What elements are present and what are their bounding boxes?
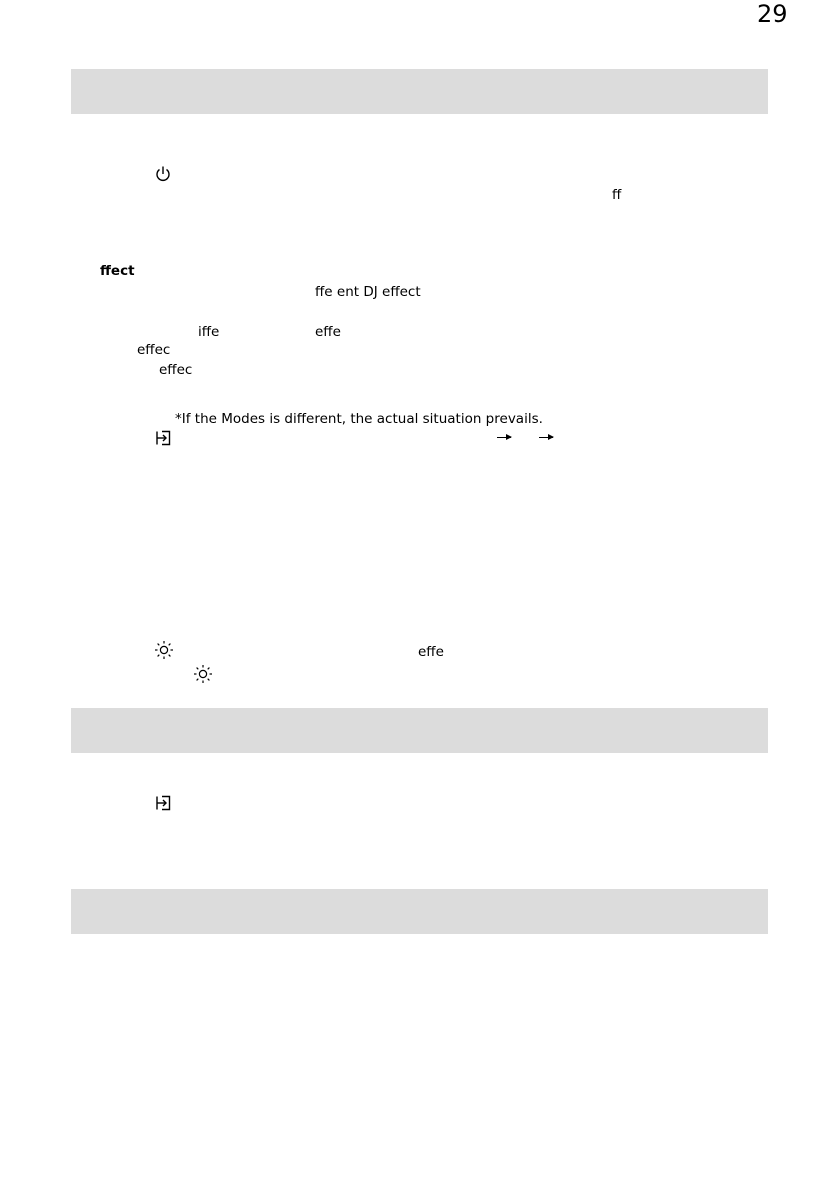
text-fragment: effe: [418, 644, 444, 660]
section-header-band: [71, 708, 768, 753]
page-number: 29: [757, 0, 788, 28]
input-icon: [155, 430, 172, 446]
arrow-right-icon: [497, 437, 511, 438]
text-fragment: ffe ent DJ effect: [315, 284, 421, 300]
text-fragment: iffe: [198, 324, 220, 340]
effect-heading: ffect: [100, 263, 135, 279]
section-header-band: [71, 69, 768, 114]
text-fragment: effec: [137, 342, 171, 358]
text-fragment: ff: [612, 187, 622, 203]
section-header-band: [71, 889, 768, 934]
text-fragment: effe: [315, 324, 341, 340]
input-icon: [155, 795, 172, 811]
arrow-right-icon: [539, 437, 553, 438]
modes-note: *If the Modes is different, the actual situation prevails.: [175, 411, 543, 427]
sun-icon: [193, 664, 213, 684]
text-fragment: effec: [159, 362, 193, 378]
power-icon: [155, 165, 171, 182]
sun-icon: [154, 640, 174, 660]
